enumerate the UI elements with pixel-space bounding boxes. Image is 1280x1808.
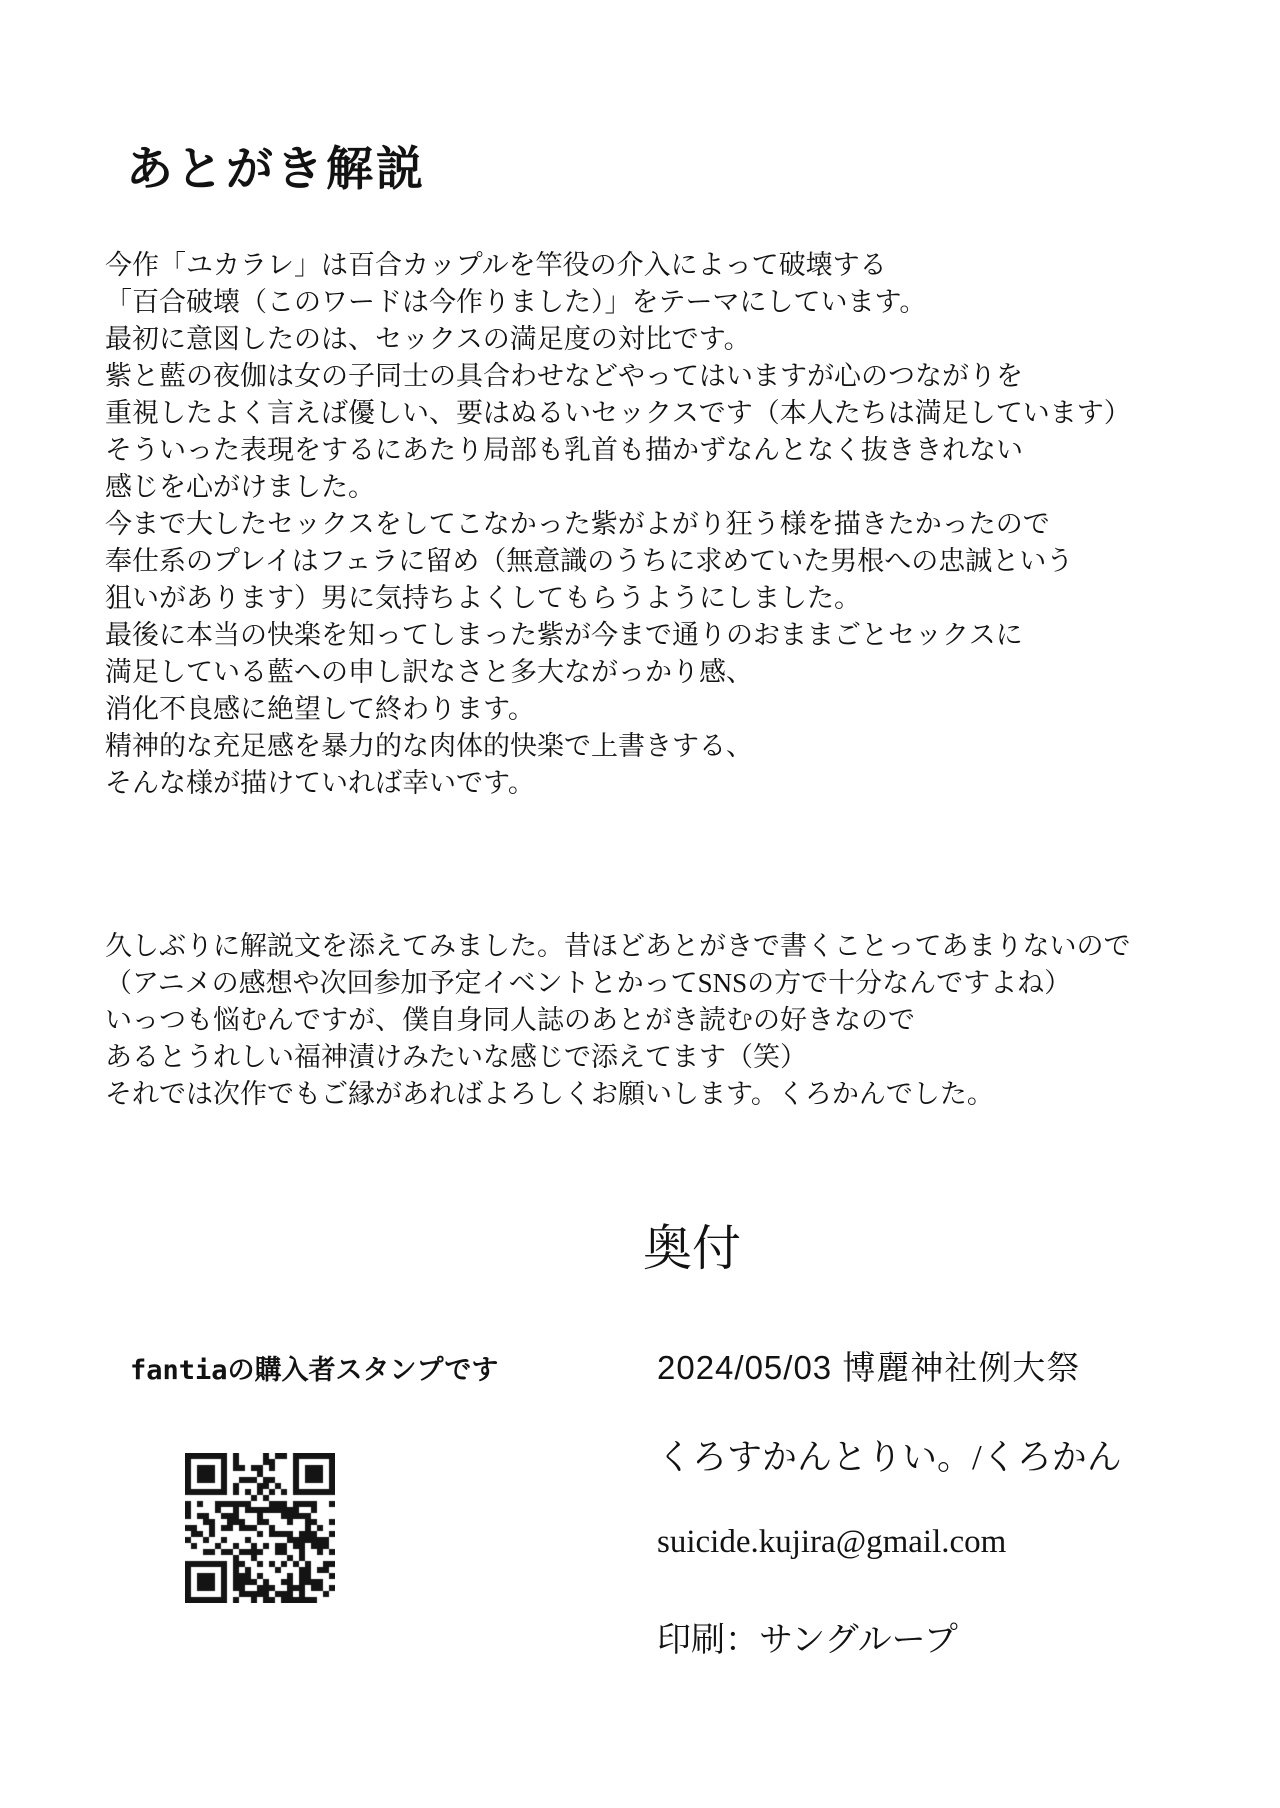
printer-line: 印刷：サングループ: [657, 1622, 958, 1659]
qr-code-icon: [185, 1453, 335, 1603]
text-line: 今まで大したセックスをしてこなかった紫がよがり狂う様を描きたかったので: [105, 509, 1050, 539]
afterword-closing-paragraph: [105, 928, 1225, 1113]
contact-email: suicide.kujira@gmail.com: [657, 1524, 1007, 1560]
text-line: それでは次作でもご縁があればよろしくお願いします。くろかんでした。: [105, 1079, 994, 1109]
circle-author-line: くろすかんとりい。/くろかん: [657, 1438, 1122, 1477]
text-line: 最後に本当の快楽を知ってしまった紫が今まで通りのおままごとセックスに: [105, 620, 1023, 650]
text-line: あるとうれしい福神漬けみたいな感じで添えてます（笑）: [105, 1042, 807, 1072]
text-line: 今作「ユカラレ」は百合カップルを竿役の介入によって破壊する: [105, 250, 887, 280]
text-line: 「百合破壊（このワードは今作りました）」をテーマにしています。: [105, 287, 927, 317]
colophon-title: 奥付: [643, 1222, 742, 1276]
text-line: 精神的な充足感を暴力的な肉体的快楽で上書きする、: [105, 731, 753, 761]
text-line: 感じを心がけました。: [105, 472, 375, 502]
text-line: 消化不良感に絶望して終わります。: [105, 694, 535, 724]
afterword-commentary-paragraph: [105, 247, 1225, 802]
event-date-line: 2024/05/03 博麗神社例大祭: [657, 1349, 1081, 1386]
text-line: 狙いがあります）男に気持ちよくしてもらうようにしました。: [105, 583, 861, 613]
text-line: 奉仕系のプレイはフェラに留め（無意識のうちに求めていた男根への忠誠という: [105, 546, 1074, 576]
text-line: 重視したよく言えば優しい、要はぬるいセックスです（本人たちは満足しています）: [105, 398, 1131, 428]
text-line: そういった表現をするにあたり局部も乳首も描かずなんとなく抜ききれない: [105, 435, 1023, 465]
page-title: あとがき解説: [126, 144, 426, 196]
text-line: 久しぶりに解説文を添えてみました。昔ほどあとがきで書くことってあまりないので: [105, 931, 1131, 961]
fantia-stamp-note: fantiaの購入者スタンプです: [130, 1355, 499, 1386]
text-line: 最初に意図したのは、セックスの満足度の対比です。: [105, 324, 751, 354]
text-line: 紫と藍の夜伽は女の子同士の具合わせなどやってはいますが心のつながりを: [105, 361, 1023, 391]
text-line: いっつも悩むんですが、僕自身同人誌のあとがき読むの好きなので: [105, 1005, 915, 1035]
text-line: そんな様が描けていれば幸いです。: [105, 768, 535, 798]
text-line: （アニメの感想や次回参加予定イベントとかってSNSの方で十分なんですよね）: [105, 968, 1072, 998]
text-line: 満足している藍への申し訳なさと多大ながっかり感、: [105, 657, 753, 687]
